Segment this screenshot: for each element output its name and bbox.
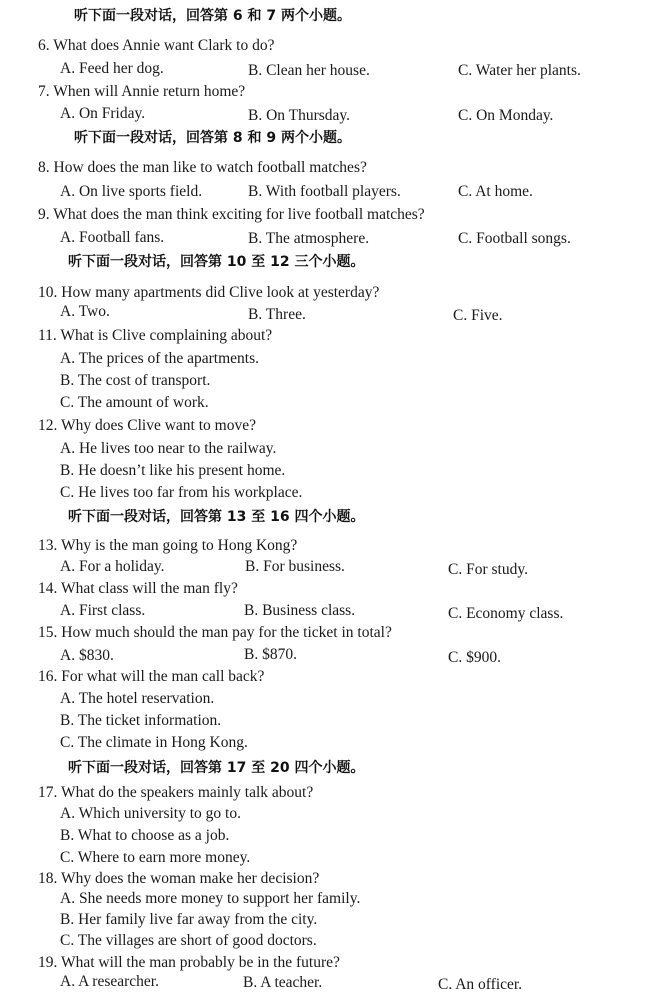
question-15: 15. How much should the man pay for the ticket in total? [38,624,392,641]
question-14-option-a: A. First class. [60,602,146,619]
question-18-option-c: C. The villages are short of good doctors. [60,932,317,949]
question-13: 13. Why is the man going to Hong Kong? [38,537,298,554]
section-heading-13-16: 听下面一段对话，回答第 13 至 16 四个小题。 [68,509,365,525]
question-18: 18. Why does the woman make her decision? [38,870,320,887]
question-15-option-b: B. $870. [244,646,297,663]
question-17-option-b: B. What to choose as a job. [60,827,230,844]
question-11-option-c: C. The amount of work. [60,394,209,411]
question-10-option-a: A. Two. [60,303,110,320]
question-6-option-a: A. Feed her dog. [60,60,164,77]
section-heading-10-12: 听下面一段对话，回答第 10 至 12 三个小题。 [68,254,365,270]
question-8-option-b: B. With football players. [248,183,401,200]
question-9-option-c: C. Football songs. [458,230,571,247]
question-11-option-a: A. The prices of the apartments. [60,350,259,367]
question-7-option-c: C. On Monday. [458,107,554,124]
question-17-option-c: C. Where to earn more money. [60,849,251,866]
question-18-option-b: B. Her family live far away from the city. [60,911,318,928]
question-10-option-b: B. Three. [248,306,306,323]
section-heading-17-20: 听下面一段对话，回答第 17 至 20 四个小题。 [68,760,365,776]
question-14-option-b: B. Business class. [244,602,356,619]
question-10: 10. How many apartments did Clive look at yesterday? [38,284,380,301]
question-8-option-a: A. On live sports field. [60,183,203,200]
question-14-option-c: C. Economy class. [448,605,564,622]
question-8-option-c: C. At home. [458,183,533,200]
section-heading-8-9: 听下面一段对话，回答第 8 和 9 两个小题。 [74,130,351,146]
question-12-option-c: C. He lives too far from his workplace. [60,484,303,501]
question-18-option-a: A. She needs more money to support her family. [60,890,361,907]
question-13-option-a: A. For a holiday. [60,558,165,575]
question-7-option-a: A. On Friday. [60,105,146,122]
question-19-option-b: B. A teacher. [243,974,323,991]
question-12: 12. Why does Clive want to move? [38,417,256,434]
question-17: 17. What do the speakers mainly talk about? [38,784,314,801]
question-7-option-b: B. On Thursday. [248,107,351,124]
question-16-option-b: B. The ticket information. [60,712,222,729]
question-6-option-c: C. Water her plants. [458,62,581,79]
question-15-option-a: A. $830. [60,647,114,664]
question-13-option-c: C. For study. [448,561,528,578]
question-11: 11. What is Clive complaining about? [38,327,273,344]
question-12-option-b: B. He doesn’t like his present home. [60,462,286,479]
question-9: 9. What does the man think exciting for live football matches? [38,206,425,223]
question-16-option-c: C. The climate in Hong Kong. [60,734,248,751]
question-8: 8. How does the man like to watch football matches? [38,159,367,176]
question-19-option-c: C. An officer. [438,976,523,993]
question-12-option-a: A. He lives too near to the railway. [60,440,277,457]
question-13-option-b: B. For business. [245,558,345,575]
question-19: 19. What will the man probably be in the future? [38,954,340,971]
question-15-option-c: C. $900. [448,649,501,666]
question-9-option-b: B. The atmosphere. [248,230,370,247]
question-16-option-a: A. The hotel reservation. [60,690,215,707]
question-19-option-a: A. A researcher. [60,973,159,990]
question-7: 7. When will Annie return home? [38,83,246,100]
question-6-option-b: B. Clean her house. [248,62,370,79]
question-14: 14. What class will the man fly? [38,580,238,597]
question-9-option-a: A. Football fans. [60,229,165,246]
section-heading-6-7: 听下面一段对话，回答第 6 和 7 两个小题。 [74,8,351,24]
question-6: 6. What does Annie want Clark to do? [38,37,275,54]
question-10-option-c: C. Five. [453,307,503,324]
question-16: 16. For what will the man call back? [38,668,265,685]
question-17-option-a: A. Which university to go to. [60,805,241,822]
question-11-option-b: B. The cost of transport. [60,372,211,389]
